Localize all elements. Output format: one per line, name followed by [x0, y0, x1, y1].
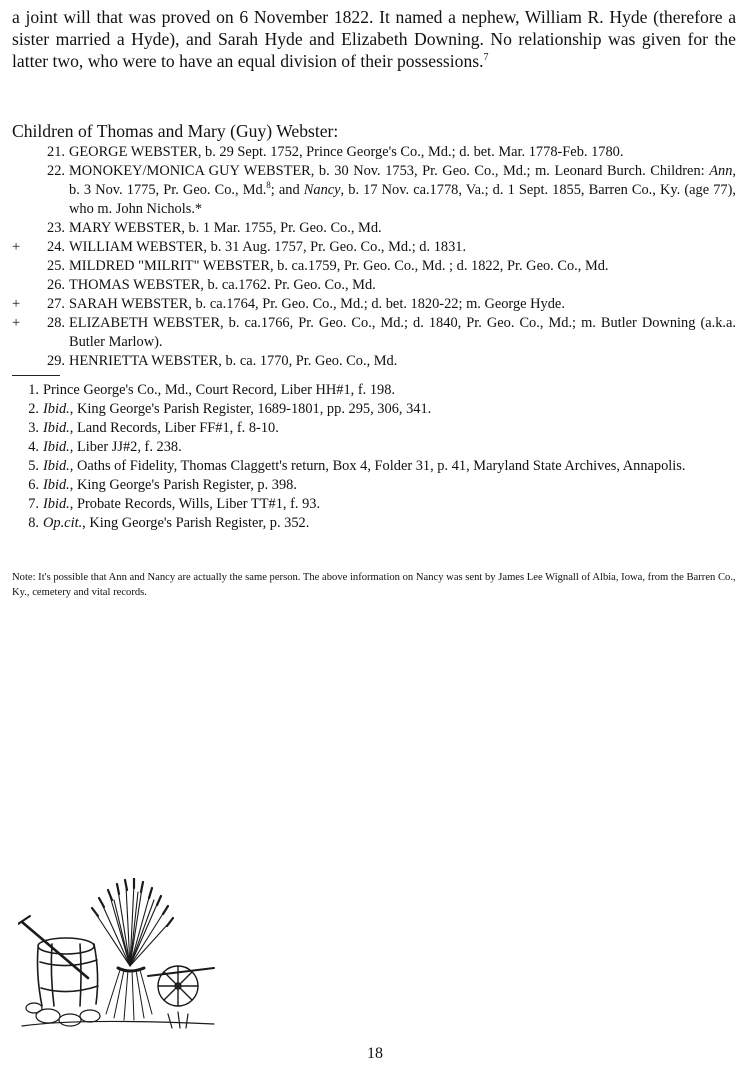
footnote-number: 5.: [28, 458, 39, 474]
child-entry: [12, 143, 736, 162]
child-number: 21.: [47, 144, 65, 160]
footnote-lead: Ibid.: [43, 420, 70, 436]
child-number: 23.: [47, 220, 65, 236]
footnote: [12, 495, 736, 514]
child-text: SARAH WEBSTER, b. ca.1764, Pr. Geo. Co., Md.; d. bet. 1820-22; m. George Hyde.: [69, 296, 565, 312]
line-marker: +: [12, 239, 21, 255]
child-text: [69, 162, 736, 219]
child-number: 27.: [47, 296, 65, 312]
footnote-lead: Ibid.: [43, 439, 70, 455]
footnote: [12, 438, 736, 457]
footnotes: [12, 381, 736, 533]
footnote-lead: Ibid.: [43, 458, 70, 474]
child-text-part: , b. 3 Nov. 1775, Pr. Geo. Co., Md.: [69, 163, 736, 198]
footnote-body: , Land Records, Liber FF#1, f. 8-10.: [69, 420, 279, 436]
child-number: 28.: [47, 315, 65, 331]
child-text: GEORGE WEBSTER, b. 29 Sept. 1752, Prince George's Co., Md.; d. bet. Mar. 1778-Feb. 1780.: [69, 144, 624, 160]
child-entry: [12, 352, 736, 371]
child-text: MARY WEBSTER, b. 1 Mar. 1755, Pr. Geo. Co., Md.: [69, 220, 382, 236]
line-marker: [12, 143, 25, 162]
footnote: [12, 419, 736, 438]
footnote-body: , King George's Parish Register, p. 398.: [69, 477, 297, 493]
footnote-body: , King George's Parish Register, 1689-1801, pp. 295, 306, 341.: [69, 401, 432, 417]
children-heading: Children of Thomas and Mary (Guy) Webster:: [12, 121, 339, 141]
footnote-number: 1.: [28, 382, 39, 398]
child-number: 24.: [47, 239, 65, 255]
footnote-text: [43, 457, 736, 476]
footnote-lead: Ibid.: [43, 401, 70, 417]
harvest-sheaf-illustration: [18, 878, 218, 1030]
child-name-ann: Ann: [709, 163, 733, 179]
footnote-text: [43, 476, 736, 495]
child-text-part: , b. 17 Nov. ca.1778, Va.; d. 1 Sept. 1855, Barren Co., Ky. (age 77), who m. John Nichols.*: [69, 182, 736, 217]
footnote-text: [43, 495, 736, 514]
child-footnote-ref: 8: [266, 180, 271, 191]
footnote-text: [43, 514, 736, 533]
footnote: [12, 400, 736, 419]
footnote-body: , Liber JJ#2, f. 238.: [69, 439, 182, 455]
line-marker: [12, 219, 25, 238]
footnote-number: 4.: [28, 439, 39, 455]
child-entry: [12, 314, 736, 352]
footnote-body: , King George's Parish Register, p. 352.: [82, 515, 310, 531]
footnote-body: , Probate Records, Wills, Liber TT#1, f. 93.: [69, 496, 321, 512]
footnote-divider: [12, 375, 60, 376]
page-number: 18: [367, 1045, 383, 1062]
footnote: [12, 476, 736, 495]
intro-footnote-ref: 7: [483, 52, 489, 64]
line-marker: [12, 276, 25, 295]
footnote-lead: Op.cit.: [43, 515, 83, 531]
footnote: [12, 514, 736, 533]
line-marker: [12, 352, 25, 371]
child-text-part: MONOKEY/MONICA GUY WEBSTER, b. 30 Nov. 1753, Pr. Geo. Co., Md.; m. Leonard Burch. Children:: [69, 163, 710, 179]
child-entry: [12, 162, 736, 219]
footnote-text: [43, 381, 736, 400]
footnote-body: , Oaths of Fidelity, Thomas Claggett's return, Box 4, Folder 31, p. 41, Maryland State Archives, Annapolis.: [69, 458, 686, 474]
footnote-number: 3.: [28, 420, 39, 436]
footnote-text: [43, 400, 736, 419]
footnote-body: Prince George's Co., Md., Court Record, Liber HH#1, f. 198.: [43, 382, 396, 398]
child-number: 25.: [47, 258, 65, 274]
child-entry: [12, 257, 736, 276]
footnote-number: 2.: [28, 401, 39, 417]
footnote-lead: Ibid.: [43, 496, 70, 512]
child-name-nancy: Nancy: [303, 182, 341, 198]
child-text-part: ; and: [270, 182, 304, 198]
child-text: MILDRED "MILRIT" WEBSTER, b. ca.1759, Pr. Geo. Co., Md. ; d. 1822, Pr. Geo. Co., Md.: [69, 258, 609, 274]
footnote-number: 8.: [28, 515, 39, 531]
child-number: 22.: [47, 163, 65, 179]
footnote-number: 6.: [28, 477, 39, 493]
line-marker: +: [12, 296, 21, 312]
footnote: [12, 381, 736, 400]
note-paragraph: Note: It's possible that Ann and Nancy are actually the same person. The above information on Nancy was sent by James Lee Wignall of Albia, Iowa, from the Barren Co., Ky., cemetery and vital records.: [12, 572, 736, 598]
child-number: 26.: [47, 277, 65, 293]
child-entry: [12, 276, 736, 295]
child-text: WILLIAM WEBSTER, b. 31 Aug. 1757, Pr. Geo. Co., Md.; d. 1831.: [69, 239, 467, 255]
footnote-text: [43, 419, 736, 438]
child-text: THOMAS WEBSTER, b. ca.1762. Pr. Geo. Co., Md.: [69, 277, 376, 293]
line-marker: [12, 162, 25, 219]
intro-paragraph: [12, 6, 736, 72]
footnote-number: 7.: [28, 496, 39, 512]
child-number: 29.: [47, 353, 65, 369]
line-marker: +: [12, 315, 21, 331]
child-text: ELIZABETH WEBSTER, b. ca.1766, Pr. Geo. Co., Md.; d. 1840, Pr. Geo. Co., Md.; m. Butler Downing (a.k.a. Butler Marlow).: [69, 315, 736, 350]
line-marker: [12, 257, 25, 276]
child-text: HENRIETTA WEBSTER, b. ca. 1770, Pr. Geo. Co., Md.: [69, 353, 398, 369]
intro-text: a joint will that was proved on 6 November 1822. It named a nephew, William R. Hyde (therefore a sister married a Hyde), and Sarah Hyde and Elizabeth Downing. No relationship was given for the latter two, who were to have an equal division of their possessions.: [12, 7, 736, 71]
child-entry: [12, 295, 736, 314]
child-entry: [12, 238, 736, 257]
footnote: [12, 457, 736, 476]
children-list: [12, 143, 736, 371]
footnote-text: [43, 438, 736, 457]
footnote-lead: Ibid.: [43, 477, 70, 493]
child-entry: [12, 219, 736, 238]
